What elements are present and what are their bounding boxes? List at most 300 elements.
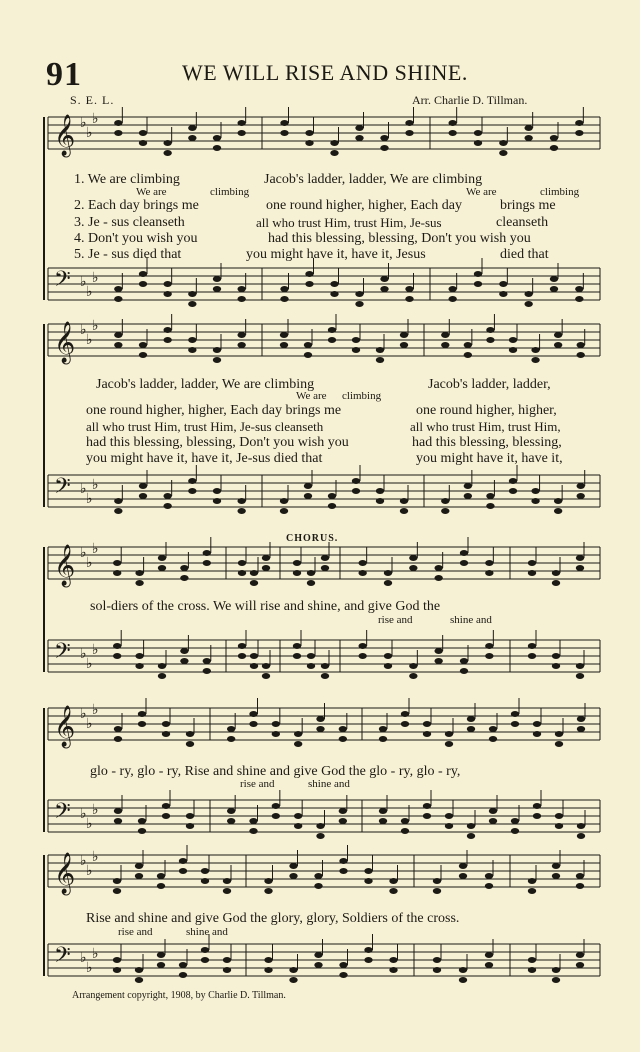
- notehead: [249, 711, 257, 717]
- notehead: [135, 580, 143, 586]
- notehead: [113, 888, 121, 894]
- notehead: [114, 498, 122, 504]
- notehead: [459, 977, 467, 983]
- notehead: [405, 120, 413, 126]
- notehead: [575, 120, 583, 126]
- notehead: [188, 347, 196, 353]
- notehead: [409, 555, 417, 561]
- verse3-line-b: all who trust Him, trust Him, Je-sus: [256, 215, 442, 230]
- notehead: [186, 813, 194, 819]
- flat-icon: ♭: [80, 322, 87, 338]
- notehead: [576, 555, 584, 561]
- notehead: [113, 643, 121, 649]
- notehead: [409, 565, 417, 571]
- notehead: [307, 580, 315, 586]
- notehead: [485, 560, 493, 566]
- notehead: [135, 663, 143, 669]
- notehead: [576, 952, 584, 958]
- notehead: [486, 503, 494, 509]
- notehead: [555, 813, 563, 819]
- notehead: [531, 498, 539, 504]
- notehead: [264, 878, 272, 884]
- notehead: [114, 726, 122, 732]
- notehead: [380, 276, 388, 282]
- verse5-line-b: you might have it, have it, Jesus: [246, 247, 426, 262]
- notehead: [316, 823, 324, 829]
- flat-icon: ♭: [80, 706, 87, 722]
- chorus-label: CHORUS.: [286, 533, 339, 544]
- notehead: [114, 736, 122, 742]
- notehead: [400, 332, 408, 338]
- notehead: [575, 286, 583, 292]
- notehead: [533, 721, 541, 727]
- notehead: [380, 145, 388, 151]
- notehead: [380, 135, 388, 141]
- notehead: [474, 130, 482, 136]
- notehead: [441, 508, 449, 514]
- verse4-line-b: had this blessing, blessing, Don't you wish you: [268, 231, 531, 246]
- s5-echo-rise-and: rise and: [118, 926, 153, 938]
- notehead: [552, 653, 560, 659]
- notehead: [238, 653, 246, 659]
- notehead: [554, 508, 562, 514]
- notehead: [550, 145, 558, 151]
- notehead: [304, 342, 312, 348]
- author-initials: S. E. L.: [70, 93, 115, 107]
- notehead: [459, 863, 467, 869]
- notehead: [486, 493, 494, 499]
- notehead: [280, 498, 288, 504]
- notehead: [550, 135, 558, 141]
- notehead: [163, 337, 171, 343]
- notehead: [139, 130, 147, 136]
- notehead: [460, 658, 468, 664]
- notehead: [272, 803, 280, 809]
- notehead: [380, 286, 388, 292]
- notehead: [328, 493, 336, 499]
- notehead: [423, 731, 431, 737]
- notehead: [238, 560, 246, 566]
- notehead: [250, 663, 258, 669]
- notehead: [405, 286, 413, 292]
- notehead: [227, 736, 235, 742]
- verse3-line-a: 3. Je - sus cleanseth: [74, 215, 185, 230]
- flat-icon: ♭: [92, 477, 99, 493]
- notehead: [113, 570, 121, 576]
- notehead: [485, 653, 493, 659]
- notehead: [376, 347, 384, 353]
- notehead: [213, 145, 221, 151]
- flat-icon: ♭: [80, 853, 87, 869]
- notehead: [400, 342, 408, 348]
- notehead: [576, 883, 584, 889]
- notehead: [528, 560, 536, 566]
- s5-echo-shine-and: shine and: [186, 926, 228, 938]
- notehead: [163, 281, 171, 287]
- notehead: [577, 483, 585, 489]
- notehead: [485, 643, 493, 649]
- notehead: [213, 488, 221, 494]
- flat-icon: ♭: [80, 545, 87, 561]
- notehead: [135, 570, 143, 576]
- notehead: [400, 508, 408, 514]
- notehead: [448, 296, 456, 302]
- notehead: [162, 803, 170, 809]
- notehead: [401, 721, 409, 727]
- notehead: [162, 721, 170, 727]
- flat-icon: ♭: [86, 716, 93, 732]
- notehead: [352, 337, 360, 343]
- hymn-title: WE WILL RISE AND SHINE.: [182, 60, 468, 85]
- notehead: [188, 125, 196, 131]
- notehead: [464, 493, 472, 499]
- notehead: [139, 493, 147, 499]
- notehead: [405, 130, 413, 136]
- treble-clef-icon: 𝄞: [54, 545, 76, 586]
- notehead: [555, 823, 563, 829]
- notehead: [533, 803, 541, 809]
- flat-icon: ♭: [80, 806, 87, 822]
- notehead: [528, 570, 536, 576]
- notehead: [364, 957, 372, 963]
- notehead: [575, 296, 583, 302]
- notehead: [158, 555, 166, 561]
- notehead: [114, 508, 122, 514]
- notehead: [139, 352, 147, 358]
- chorus-line-3: Rise and shine and give God the glory, glory, Soldiers of the cross.: [86, 911, 460, 926]
- notehead: [249, 828, 257, 834]
- notehead: [294, 741, 302, 747]
- notehead: [552, 977, 560, 983]
- notehead: [264, 967, 272, 973]
- notehead: [280, 120, 288, 126]
- notehead: [138, 818, 146, 824]
- notehead: [433, 878, 441, 884]
- notehead: [467, 716, 475, 722]
- notehead: [201, 947, 209, 953]
- notehead: [339, 858, 347, 864]
- notehead: [339, 736, 347, 742]
- notehead: [162, 813, 170, 819]
- notehead: [114, 120, 122, 126]
- notehead: [464, 483, 472, 489]
- notehead: [293, 643, 301, 649]
- notehead: [339, 972, 347, 978]
- notehead: [139, 342, 147, 348]
- notehead: [433, 957, 441, 963]
- notehead: [499, 150, 507, 156]
- s2-verse5-b: you might have it, have it,: [416, 451, 563, 466]
- notehead: [509, 337, 517, 343]
- notehead: [180, 575, 188, 581]
- s2-verse2-a: one round higher, higher, Each day brings me: [86, 403, 342, 418]
- notehead: [188, 478, 196, 484]
- notehead: [531, 357, 539, 363]
- notehead: [552, 873, 560, 879]
- notehead: [294, 823, 302, 829]
- notehead: [227, 726, 235, 732]
- notehead: [237, 120, 245, 126]
- notehead: [272, 731, 280, 737]
- flat-icon: ♭: [86, 863, 93, 879]
- notehead: [180, 648, 188, 654]
- notehead: [355, 135, 363, 141]
- notehead: [464, 342, 472, 348]
- notehead: [304, 493, 312, 499]
- flat-icon: ♭: [86, 555, 93, 571]
- notehead: [180, 658, 188, 664]
- notehead: [330, 291, 338, 297]
- notehead: [138, 828, 146, 834]
- notehead: [489, 818, 497, 824]
- notehead: [314, 952, 322, 958]
- flat-icon: ♭: [92, 541, 99, 557]
- notehead: [163, 150, 171, 156]
- notehead: [280, 130, 288, 136]
- notehead: [355, 301, 363, 307]
- notehead: [237, 286, 245, 292]
- notehead: [555, 741, 563, 747]
- notehead: [376, 357, 384, 363]
- notehead: [213, 347, 221, 353]
- notehead: [188, 488, 196, 494]
- notehead: [238, 570, 246, 576]
- notehead: [554, 498, 562, 504]
- s2-verse3-b: all who trust Him, trust Him,: [410, 419, 561, 434]
- notehead: [293, 653, 301, 659]
- notehead: [485, 570, 493, 576]
- notehead: [250, 570, 258, 576]
- notehead: [138, 721, 146, 727]
- notehead: [339, 818, 347, 824]
- notehead: [379, 818, 387, 824]
- verse5-line-a: 5. Je - sus died that: [74, 247, 182, 262]
- notehead: [135, 967, 143, 973]
- notehead: [203, 668, 211, 674]
- notehead: [552, 863, 560, 869]
- notehead: [237, 508, 245, 514]
- notehead: [223, 888, 231, 894]
- notehead: [188, 135, 196, 141]
- notehead: [262, 673, 270, 679]
- notehead: [294, 731, 302, 737]
- notehead: [280, 332, 288, 338]
- notehead: [434, 658, 442, 664]
- flat-icon: ♭: [92, 111, 99, 127]
- notehead: [213, 286, 221, 292]
- notehead: [511, 711, 519, 717]
- notehead: [114, 818, 122, 824]
- notehead: [316, 726, 324, 732]
- s2-verse4-a: had this blessing, blessing, Don't you wish you: [86, 435, 349, 450]
- notehead: [467, 726, 475, 732]
- notehead: [552, 967, 560, 973]
- notehead: [289, 873, 297, 879]
- notehead: [459, 967, 467, 973]
- notehead: [186, 823, 194, 829]
- notehead: [163, 493, 171, 499]
- notehead: [113, 957, 121, 963]
- notehead: [262, 555, 270, 561]
- notehead: [433, 888, 441, 894]
- notehead: [489, 726, 497, 732]
- s2-verse3-a: all who trust Him, trust Him, Je-sus cleanseth: [86, 419, 324, 434]
- notehead: [264, 957, 272, 963]
- notehead: [289, 967, 297, 973]
- notehead: [139, 271, 147, 277]
- notehead: [499, 140, 507, 146]
- notehead: [379, 726, 387, 732]
- notehead: [321, 663, 329, 669]
- flat-icon: ♭: [86, 491, 93, 507]
- notehead: [328, 503, 336, 509]
- notehead: [441, 498, 449, 504]
- notehead: [485, 883, 493, 889]
- notehead: [389, 878, 397, 884]
- notehead: [577, 493, 585, 499]
- notehead: [531, 347, 539, 353]
- notehead: [409, 663, 417, 669]
- notehead: [201, 957, 209, 963]
- notehead: [401, 828, 409, 834]
- notehead: [163, 327, 171, 333]
- notehead: [384, 653, 392, 659]
- notehead: [321, 673, 329, 679]
- notehead: [434, 648, 442, 654]
- bass-clef-icon: 𝄢: [54, 943, 71, 973]
- treble-clef-icon: 𝄞: [54, 706, 76, 747]
- flat-icon: ♭: [92, 270, 99, 286]
- notehead: [485, 873, 493, 879]
- flat-icon: ♭: [80, 646, 87, 662]
- notehead: [576, 962, 584, 968]
- verse5-line-c: died that: [500, 247, 549, 262]
- notehead: [448, 130, 456, 136]
- notehead: [423, 813, 431, 819]
- notehead: [474, 281, 482, 287]
- verse2-line-a: 2. Each day brings me: [74, 198, 199, 213]
- notehead: [554, 332, 562, 338]
- flat-icon: ♭: [86, 125, 93, 141]
- notehead: [293, 570, 301, 576]
- notehead: [358, 560, 366, 566]
- notehead: [552, 663, 560, 669]
- notehead: [135, 977, 143, 983]
- notehead: [423, 803, 431, 809]
- flat-icon: ♭: [86, 284, 93, 300]
- flat-icon: ♭: [80, 950, 87, 966]
- s4-echo-shine-and: shine and: [308, 778, 350, 790]
- notehead: [485, 962, 493, 968]
- notehead: [486, 327, 494, 333]
- notehead: [203, 550, 211, 556]
- notehead: [227, 808, 235, 814]
- notehead: [528, 653, 536, 659]
- notehead: [163, 140, 171, 146]
- flat-icon: ♭: [86, 960, 93, 976]
- notehead: [179, 962, 187, 968]
- bass-clef-icon: 𝄢: [54, 474, 71, 504]
- notehead: [524, 291, 532, 297]
- notehead: [135, 653, 143, 659]
- notehead: [188, 301, 196, 307]
- notehead: [528, 888, 536, 894]
- notehead: [552, 580, 560, 586]
- flat-icon: ♭: [80, 274, 87, 290]
- notehead: [445, 813, 453, 819]
- verse4-line-a: 4. Don't you wish you: [74, 231, 198, 246]
- notehead: [409, 673, 417, 679]
- bass-clef-icon: 𝄢: [54, 799, 71, 829]
- echo-we-are-2: We are: [466, 186, 497, 198]
- notehead: [524, 125, 532, 131]
- notehead: [576, 873, 584, 879]
- notehead: [238, 643, 246, 649]
- notehead: [262, 663, 270, 669]
- notehead: [460, 560, 468, 566]
- notehead: [389, 967, 397, 973]
- notehead: [223, 967, 231, 973]
- notehead: [389, 957, 397, 963]
- notehead: [531, 488, 539, 494]
- notehead: [157, 873, 165, 879]
- notehead: [460, 550, 468, 556]
- notehead: [304, 483, 312, 489]
- notehead: [485, 952, 493, 958]
- notehead: [113, 653, 121, 659]
- notehead: [158, 663, 166, 669]
- arranger-credit: Arr. Charlie D. Tillman.: [412, 93, 528, 107]
- notehead: [114, 286, 122, 292]
- notehead: [114, 130, 122, 136]
- notehead: [114, 296, 122, 302]
- notehead: [157, 883, 165, 889]
- notehead: [328, 337, 336, 343]
- notehead: [213, 357, 221, 363]
- s2-echo-climbing: climbing: [342, 390, 382, 402]
- flat-icon: ♭: [92, 702, 99, 718]
- s2-verse4-b: had this blessing, blessing,: [412, 435, 562, 450]
- notehead: [227, 818, 235, 824]
- notehead: [201, 878, 209, 884]
- notehead: [577, 726, 585, 732]
- notehead: [203, 658, 211, 664]
- s3-echo-rise-and: rise and: [378, 614, 413, 626]
- notehead: [188, 291, 196, 297]
- echo-climbing-1: climbing: [210, 186, 250, 198]
- notehead: [139, 483, 147, 489]
- notehead: [304, 352, 312, 358]
- notehead: [448, 286, 456, 292]
- notehead: [237, 342, 245, 348]
- flat-icon: ♭: [80, 481, 87, 497]
- notehead: [576, 663, 584, 669]
- notehead: [489, 808, 497, 814]
- notehead: [249, 818, 257, 824]
- notehead: [203, 560, 211, 566]
- chorus-line-2: glo - ry, glo - ry, Rise and shine and give God the glo - ry, glo - ry,: [90, 764, 461, 779]
- notehead: [157, 962, 165, 968]
- notehead: [379, 736, 387, 742]
- notehead: [280, 286, 288, 292]
- notehead: [314, 883, 322, 889]
- notehead: [237, 296, 245, 302]
- s4-echo-rise-and: rise and: [240, 778, 275, 790]
- s2-verse1-a: Jacob's ladder, ladder, We are climbing: [96, 377, 315, 392]
- notehead: [307, 653, 315, 659]
- notehead: [577, 823, 585, 829]
- treble-clef-icon: 𝄞: [54, 322, 76, 363]
